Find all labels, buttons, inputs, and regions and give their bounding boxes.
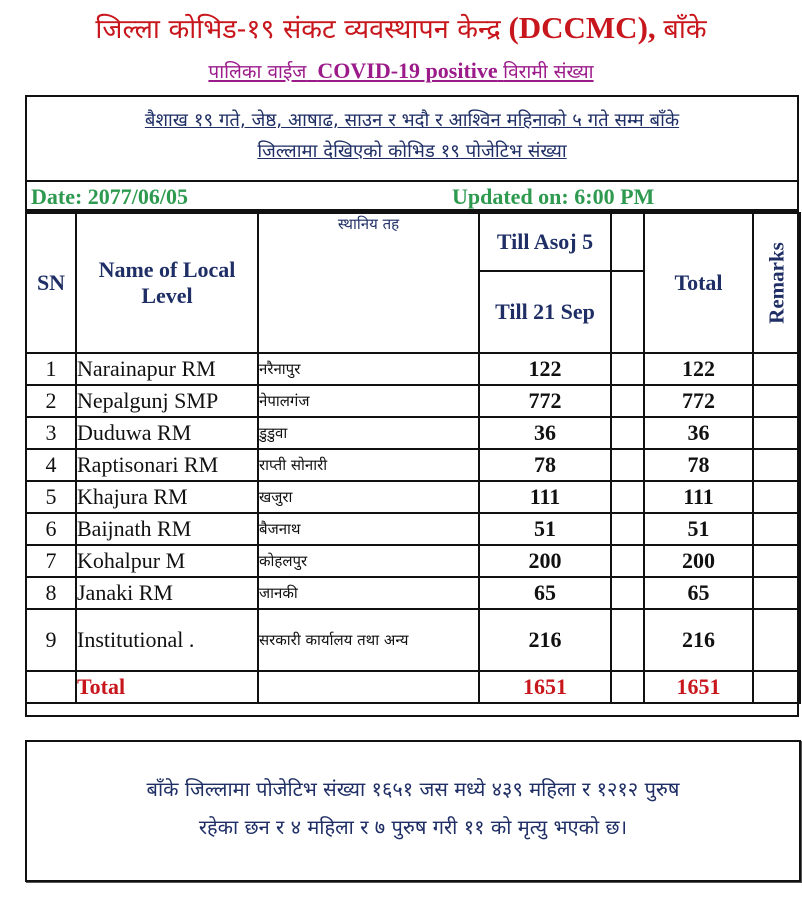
cell-name: Baijnath RM (76, 513, 258, 545)
table-row (26, 609, 800, 671)
cell-blank (611, 577, 644, 609)
column-header-blank-top (611, 213, 644, 271)
column-header-till-asoj: Till Asoj 5 (479, 213, 611, 271)
total-row (26, 671, 800, 703)
cell-total: 78 (644, 449, 753, 481)
cell-local-name (258, 671, 479, 703)
cell-local-name: नेपालगंज (258, 385, 479, 417)
cell-name: Janaki RM (76, 577, 258, 609)
cell-till: 36 (479, 417, 611, 449)
subtitle-english: COVID-19 positive (317, 58, 498, 83)
cell-sn: 6 (26, 513, 76, 545)
header-row-1 (26, 213, 800, 271)
title-place: बाँके (663, 14, 707, 45)
cell-name: Nepalgunj SMP (76, 385, 258, 417)
cell-till: 51 (479, 513, 611, 545)
cell-name: Kohalpur M (76, 545, 258, 577)
column-header-sn: SN (26, 213, 76, 353)
cell-total: 772 (644, 385, 753, 417)
table-row (26, 545, 800, 577)
cell-blank (611, 545, 644, 577)
table-row (26, 481, 800, 513)
cell-sn: 8 (26, 577, 76, 609)
summary-line-2: रहेका छन र ४ महिला र ७ पुरुष गरी ११ को मृत्यु भएको छ। (198, 815, 628, 839)
cell-blank (611, 449, 644, 481)
cell-blank (611, 385, 644, 417)
cell-local-name: राप्ती सोनारी (258, 449, 479, 481)
cell-remarks (753, 481, 800, 513)
cell-till: 65 (479, 577, 611, 609)
table-row (26, 449, 800, 481)
cell-sn: 9 (26, 609, 76, 671)
cell-blank (611, 417, 644, 449)
cell-remarks (753, 449, 800, 481)
total-label: Total (76, 671, 258, 703)
cell-sn (26, 671, 76, 703)
cell-till: 111 (479, 481, 611, 513)
cell-total: 216 (644, 609, 753, 671)
title-nepali: जिल्ला कोभिड-१९ संकट व्यवस्थापन केन्द्र (95, 14, 501, 45)
covid-cases-table (25, 212, 801, 704)
column-header-local-level: स्थानिय तह (258, 213, 479, 353)
cell-sn: 3 (26, 417, 76, 449)
cell-sn: 4 (26, 449, 76, 481)
cell-total: 65 (644, 577, 753, 609)
cell-name: Khajura RM (76, 481, 258, 513)
cell-till: 200 (479, 545, 611, 577)
cell-name: Raptisonari RM (76, 449, 258, 481)
cell-blank (611, 481, 644, 513)
cell-blank (611, 513, 644, 545)
table-heading-note (27, 97, 797, 180)
table-row (26, 513, 800, 545)
updated-time: Updated on: 6:00 PM (452, 184, 655, 209)
cell-remarks (753, 577, 800, 609)
summary-box (25, 740, 801, 882)
cell-local-name: डुडुवा (258, 417, 479, 449)
cell-remarks (753, 545, 800, 577)
cell-sn: 2 (26, 385, 76, 417)
cell-local-name: जानकी (258, 577, 479, 609)
cell-local-name: खजुरा (258, 481, 479, 513)
page-title (0, 8, 802, 50)
column-header-till-sep: Till 21 Sep (479, 271, 611, 353)
cell-remarks (753, 353, 800, 385)
cell-total: 111 (644, 481, 753, 513)
subtitle-suffix: विरामी संख्या (503, 61, 594, 83)
page-subtitle (0, 56, 802, 87)
column-header-blank-bottom (611, 271, 644, 353)
table-row (26, 385, 800, 417)
cell-remarks (753, 513, 800, 545)
date-line (27, 180, 797, 212)
table-row (26, 353, 800, 385)
cell-remarks (753, 671, 800, 703)
cell-till: 772 (479, 385, 611, 417)
cell-local-name: कोहलपुर (258, 545, 479, 577)
cell-sn: 5 (26, 481, 76, 513)
total-till: 1651 (479, 671, 611, 703)
cell-local-name: सरकारी कार्यालय तथा अन्य (258, 609, 479, 671)
column-header-total: Total (644, 213, 753, 353)
title-abbreviation: (DCCMC), (508, 10, 656, 45)
cell-sn: 7 (26, 545, 76, 577)
cell-total: 200 (644, 545, 753, 577)
report-date: Date: 2077/06/05 (31, 184, 189, 209)
cell-total: 51 (644, 513, 753, 545)
cell-sn: 1 (26, 353, 76, 385)
cell-name: Institutional . (76, 609, 258, 671)
cell-name: Duduwa RM (76, 417, 258, 449)
summary-line-1: बाँके जिल्लामा पोजेटिभ संख्या १६५१ जस मध्ये ४३९ महिला र १२१२ पुरुष (146, 777, 680, 801)
cell-blank (611, 671, 644, 703)
heading-note-line-1: बैशाख १९ गते, जेष्ठ, आषाढ, साउन र भदौ र आश्विन महिनाको ५ गते सम्म बाँके (144, 110, 680, 131)
table-row (26, 577, 800, 609)
cell-till: 122 (479, 353, 611, 385)
column-header-remarks (753, 213, 800, 353)
cell-total: 122 (644, 353, 753, 385)
total-total: 1651 (644, 671, 753, 703)
cell-name: Narainapur RM (76, 353, 258, 385)
cell-till: 216 (479, 609, 611, 671)
cell-local-name: नरैनापुर (258, 353, 479, 385)
cell-remarks (753, 417, 800, 449)
remarks-label: Remarks (764, 242, 788, 324)
cell-till: 78 (479, 449, 611, 481)
cell-remarks (753, 609, 800, 671)
cell-blank (611, 609, 644, 671)
subtitle-prefix: पालिका वाईज (208, 61, 307, 83)
table-row (26, 417, 800, 449)
cell-blank (611, 353, 644, 385)
cell-total: 36 (644, 417, 753, 449)
cell-remarks (753, 385, 800, 417)
cell-local-name: बैजनाथ (258, 513, 479, 545)
column-header-name: Name of Local Level (76, 213, 258, 353)
heading-note-line-2: जिल्लामा देखिएको कोभिड १९ पोजेटिभ संख्या (257, 141, 567, 162)
